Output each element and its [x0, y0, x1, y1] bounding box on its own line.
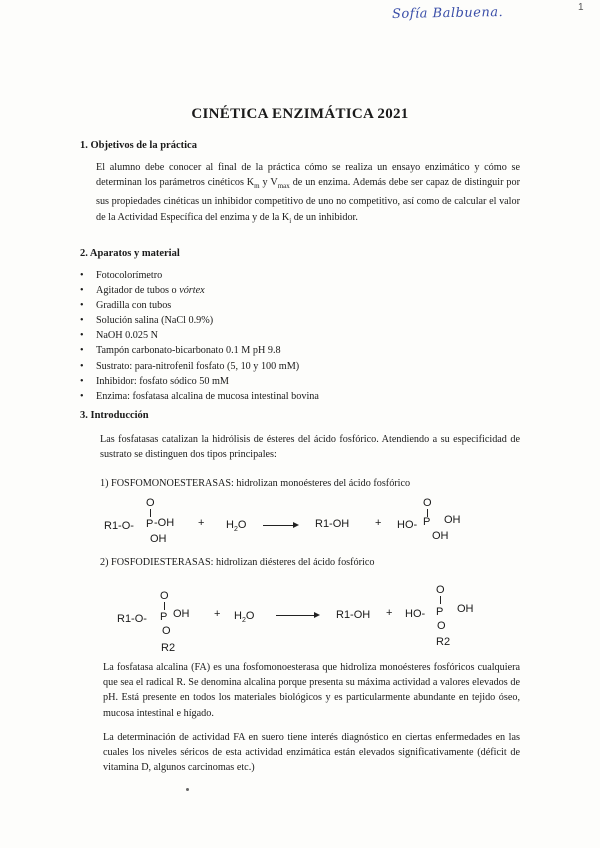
page-title: CINÉTICA ENZIMÁTICA 2021 [191, 106, 409, 122]
oxygen-top-label: O [146, 497, 155, 509]
oxygen-top-label: O [436, 584, 445, 596]
hydroxyl-right-label: -OH [154, 517, 175, 529]
section-3-heading: 3. Introducción [80, 410, 149, 421]
section-1-heading: 1. Objetivos de la práctica [80, 140, 197, 151]
oxygen-top-label: O [423, 497, 432, 509]
product-r1-oh-label: R1-OH [336, 609, 371, 621]
water-label: $H_2O$ [234, 610, 255, 625]
list-item: • Sustrato: para-nitrofenil fosfato (5, 10 y 100 mM) [80, 359, 520, 374]
plus-sign: + [214, 608, 221, 620]
double-bond-line [440, 596, 441, 604]
r1-o-label: R1-O- [104, 520, 134, 532]
oxygen-bottom-label: O [162, 625, 171, 637]
section-2-heading: 2. Aparatos y material [80, 248, 180, 259]
phosphodiesterases-label: 2) FOSFODIESTERASAS: hidrolizan diésteres del ácido fosfórico [100, 557, 375, 568]
hydroxyl-right-label: OH [444, 514, 461, 526]
handwritten-signature: Sofía Balbuena. [391, 5, 504, 22]
ho-label: HO- [405, 608, 426, 620]
list-item: • Enzima: fosfatasa alcalina de mucosa intestinal bovina [80, 389, 520, 404]
list-item: • Tampón carbonato-bicarbonato 0.1 M pH 9.8 [80, 343, 520, 358]
scan-speck [186, 788, 189, 791]
reaction-arrow [276, 615, 314, 616]
product-r1-oh-label: R1-OH [315, 518, 350, 530]
list-item: • Agitador de tubos o vórtex [80, 283, 520, 298]
hydroxyl-bottom-label: OH [432, 530, 449, 542]
objectives-paragraph: El alumno debe conocer al final de la práctica cómo se realiza un ensayo enzimático y cómo se determinan los parámetros cinéticos $K_m$ y $V_{max}$ de un enzima. Además debe ser capaz de distinguir por sus propiedades cinéticas un inhibidor competitivo de uno no competitivo, así como de calcular el valor de la Actividad Específica del enzima y de la $K_i$ de un inhibidor. [96, 162, 520, 225]
hydroxyl-right-label: OH [173, 608, 190, 620]
plus-sign: + [386, 607, 393, 619]
list-item: • Solución salina (NaCl 0.9%) [80, 313, 520, 328]
plus-sign: + [198, 517, 205, 529]
list-item: • NaOH 0.025 N [80, 328, 520, 343]
arrow-head [314, 612, 320, 618]
phosphorus-label: P [423, 516, 431, 528]
phosphorus-label: P [146, 518, 154, 530]
page-number: 1 [578, 2, 584, 13]
list-item: • Fotocolorímetro [80, 268, 520, 283]
ho-label: HO- [397, 519, 418, 531]
alkaline-phosphatase-paragraph: La fosfatasa alcalina (FA) es una fosfomonoesterasa que hidroliza monoésteres fosfóricos cualquiera que sea el radical R. Se denomina alcalina porque presenta su máxima actividad a valores elevados de pH. Está presente en todos los materiales biológicos y es particularmente abundante en tejido óseo, mucosa intestinal e hígado. [103, 662, 520, 719]
list-item: • Inhibidor: fosfato sódico 50 mM [80, 374, 520, 389]
double-bond-line [164, 602, 165, 610]
r2-label: R2 [161, 642, 176, 654]
list-item: • Gradilla con tubos [80, 298, 520, 313]
introduction-paragraph: Las fosfatasas catalizan la hidrólisis de ésteres del ácido fosfórico. Atendiendo a su especificidad de sustrato se distinguen dos tipos principales: [100, 434, 520, 461]
hydroxyl-right-label: OH [457, 603, 474, 615]
oxygen-bottom-label: O [437, 620, 446, 632]
phosphorus-label: P [436, 606, 444, 618]
oxygen-top-label: O [160, 590, 169, 602]
water-label: $H_2O$ [226, 519, 247, 534]
hydroxyl-bottom-label: OH [150, 533, 167, 545]
phosphorus-label: P [160, 611, 168, 623]
r1-o-label: R1-O- [117, 613, 147, 625]
plus-sign: + [375, 517, 382, 529]
phosphomonoesterases-label: 1) FOSFOMONOESTERASAS: hidrolizan monoésteres del ácido fosfórico [100, 478, 411, 489]
r2-label: R2 [436, 636, 451, 648]
diagnostic-paragraph: La determinación de actividad FA en suero tiene interés diagnóstico en ciertas enfermedades en las cuales los niveles séricos de esta actividad enzimática están elevados significativamente (déficit de vitamina D, algunos carcinomas etc.) [103, 732, 520, 774]
